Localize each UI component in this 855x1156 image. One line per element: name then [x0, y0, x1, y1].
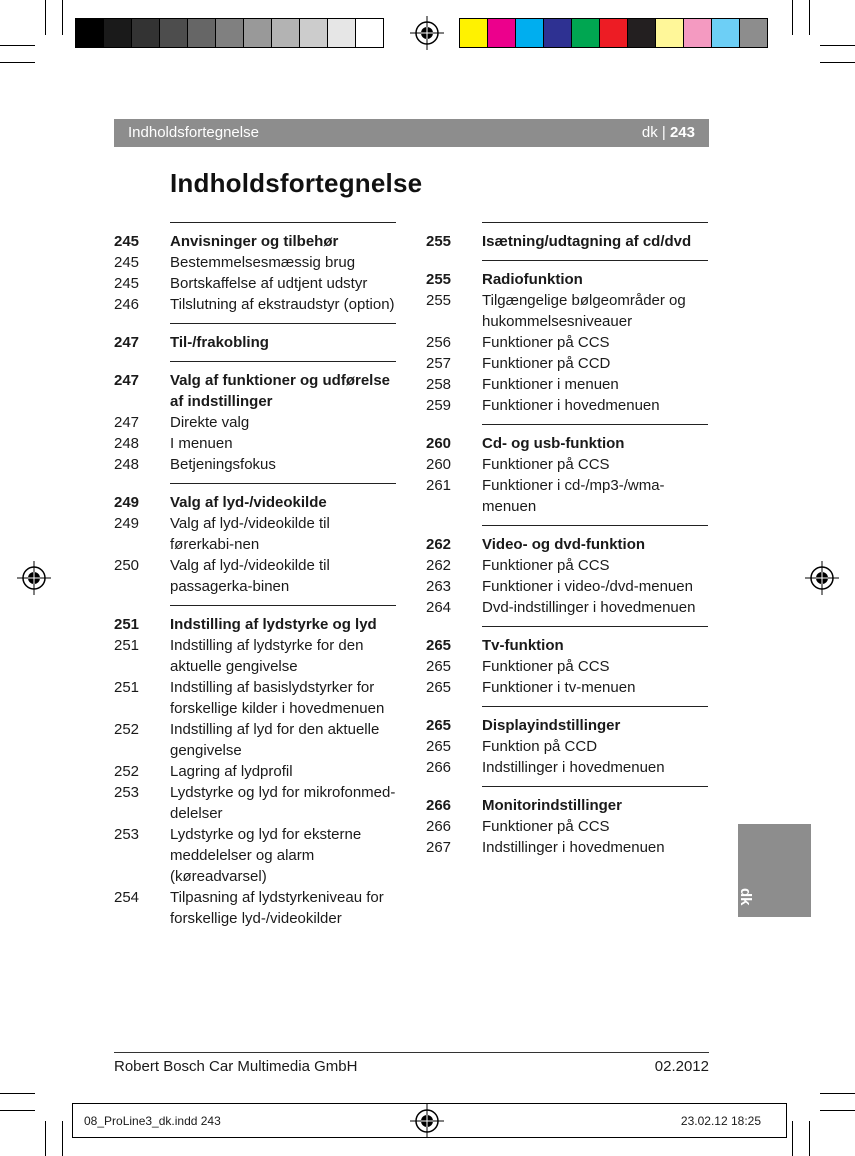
- color-swatch: [627, 18, 656, 48]
- toc-page-number: 247: [114, 414, 140, 431]
- toc-heading: [426, 635, 708, 656]
- toc-entry-text: Lagring af lydprofil: [170, 763, 293, 780]
- toc-entry-text: Betjeningsfokus: [170, 456, 276, 473]
- gray-color-bar: [75, 18, 383, 48]
- toc-page-number: 247: [114, 334, 140, 351]
- toc-entry-text: Lydstyrke og lyd for mikrofonmed-delelser: [170, 784, 396, 822]
- toc-entry: [114, 782, 396, 824]
- toc-entry: [114, 513, 396, 555]
- toc-page-number: 245: [114, 254, 140, 271]
- toc-page-number: 251: [114, 637, 140, 654]
- toc-page-number: 251: [114, 616, 140, 633]
- color-swatch: [571, 18, 600, 48]
- color-swatch: [215, 18, 244, 48]
- toc-page-number: 266: [426, 818, 452, 835]
- registration-mark-icon: [805, 561, 839, 595]
- toc-entry-text: Funktioner i hovedmenuen: [482, 397, 660, 414]
- color-swatch: [103, 18, 132, 48]
- toc-entry-text: Indstilling af lyd for den aktuelle gengivelse: [170, 721, 380, 759]
- toc-entry-text: Valg af lyd-/videokilde til førerkabi-nen: [170, 515, 330, 553]
- toc-entry: [426, 353, 708, 374]
- toc-entry-text: Indstillinger i hovedmenuen: [482, 759, 665, 776]
- color-swatch: [459, 18, 488, 48]
- toc-entry: [114, 761, 396, 782]
- toc-page-number: 249: [114, 515, 140, 532]
- toc-entry: [426, 757, 708, 778]
- toc-entry: [114, 273, 396, 294]
- header-section-title: Indholdsfortegnelse: [128, 124, 259, 141]
- crop-mark: [0, 62, 35, 63]
- toc-page-number: 253: [114, 784, 140, 801]
- toc-entry: [426, 374, 708, 395]
- toc-column-left: [114, 222, 396, 937]
- crop-mark: [62, 0, 63, 35]
- color-swatch: [599, 18, 628, 48]
- toc-entry-text: Funktioner på CCS: [482, 557, 610, 574]
- toc-page-number: 255: [426, 292, 452, 309]
- toc-entry-text: Tv-funktion: [482, 637, 564, 654]
- toc-entry-text: Bortskaffelse af udtjent udstyr: [170, 275, 368, 292]
- crop-mark: [62, 1121, 63, 1156]
- toc-entry: [426, 454, 708, 475]
- color-swatch: [711, 18, 740, 48]
- toc-page-number: 247: [114, 372, 140, 389]
- toc-section: [426, 222, 708, 260]
- header-page-ref: [642, 124, 695, 141]
- toc-entry: [114, 887, 396, 929]
- toc-section: [114, 323, 396, 361]
- header-page-number: 243: [669, 124, 695, 141]
- language-tab: [738, 824, 811, 917]
- toc-entry-text: Bestemmelsesmæssig brug: [170, 254, 356, 271]
- toc-entry-text: Cd- og usb-funktion: [482, 435, 625, 452]
- toc-entry: [114, 454, 396, 475]
- toc-heading: [426, 715, 708, 736]
- footer-date: 02.2012: [654, 1058, 709, 1075]
- toc-page-number: 252: [114, 721, 140, 738]
- toc-entry: [114, 555, 396, 597]
- toc-entry-text: Til-/frakobling: [170, 334, 269, 351]
- toc-entry-text: Isætning/udtagning af cd/dvd: [482, 233, 692, 250]
- toc-entry: [114, 433, 396, 454]
- crop-mark: [792, 0, 793, 35]
- toc-entry-text: Direkte valg: [170, 414, 250, 431]
- toc-page-number: 248: [114, 456, 140, 473]
- color-swatch: [739, 18, 768, 48]
- toc-section: [426, 706, 708, 786]
- toc-page-number: 262: [426, 536, 452, 553]
- toc-heading: [426, 231, 708, 252]
- toc-page-number: 250: [114, 557, 140, 574]
- toc-column-right: [426, 222, 708, 866]
- toc-entry: [114, 635, 396, 677]
- toc-page-number: 249: [114, 494, 140, 511]
- crop-mark: [792, 1121, 793, 1156]
- color-swatch: [683, 18, 712, 48]
- toc-entry-text: Funktioner på CCD: [482, 355, 611, 372]
- crop-mark: [809, 0, 810, 35]
- page-title: Indholdsfortegnelse: [170, 168, 423, 198]
- toc-heading: [426, 795, 708, 816]
- toc-entry-text: Funktioner i tv-menuen: [482, 679, 636, 696]
- footer-rule: [114, 1052, 709, 1053]
- toc-entry: [426, 677, 708, 698]
- toc-entry-text: Valg af lyd-/videokilde: [170, 494, 327, 511]
- toc-entry: [426, 555, 708, 576]
- toc-page-number: 264: [426, 599, 452, 616]
- toc-section: [426, 626, 708, 706]
- running-header: [114, 119, 709, 147]
- toc-section: [114, 483, 396, 605]
- toc-page-number: 248: [114, 435, 140, 452]
- toc-entry-text: Indstilling af lydstyrke for den aktuelle gengivelse: [170, 637, 364, 675]
- toc-entry: [426, 837, 708, 858]
- toc-entry-text: Funktioner på CCS: [482, 818, 610, 835]
- registration-mark-icon: [17, 561, 51, 595]
- toc-heading: [114, 231, 396, 252]
- header-lang: dk: [641, 124, 658, 141]
- toc-page-number: 262: [426, 557, 452, 574]
- color-swatch: [487, 18, 516, 48]
- toc-entry: [114, 719, 396, 761]
- toc-section: [426, 525, 708, 626]
- toc-section: [114, 605, 396, 937]
- toc-section: [426, 786, 708, 866]
- toc-heading: [114, 332, 396, 353]
- toc-page-number: 256: [426, 334, 452, 351]
- toc-page-number: 258: [426, 376, 452, 393]
- toc-entry: [426, 395, 708, 416]
- color-swatch: [131, 18, 160, 48]
- toc-entry-text: Dvd-indstillinger i hovedmenuen: [482, 599, 696, 616]
- toc-entry-text: Tilslutning af ekstraudstyr (option): [170, 296, 395, 313]
- toc-entry-text: Funktioner på CCS: [482, 658, 610, 675]
- crop-mark: [820, 1110, 855, 1111]
- toc-entry-text: Funktioner i cd-/mp3-/wma-menuen: [482, 477, 665, 515]
- toc-entry-text: Valg af funktioner og udførelse af indstillinger: [170, 372, 391, 410]
- toc-entry-text: I menuen: [170, 435, 233, 452]
- toc-entry: [426, 656, 708, 677]
- color-swatch: [355, 18, 384, 48]
- toc-heading: [426, 269, 708, 290]
- toc-entry-text: Funktioner i video-/dvd-menuen: [482, 578, 693, 595]
- toc-entry: [426, 332, 708, 353]
- toc-section: [426, 424, 708, 525]
- toc-page-number: 257: [426, 355, 452, 372]
- toc-page-number: 259: [426, 397, 452, 414]
- toc-entry: [426, 736, 708, 757]
- toc-entry-text: Anvisninger og tilbehør: [170, 233, 339, 250]
- color-swatch: [515, 18, 544, 48]
- toc-page-number: 265: [426, 679, 452, 696]
- toc-entry: [426, 576, 708, 597]
- toc-heading: [426, 534, 708, 555]
- toc-entry-text: Funktioner på CCS: [482, 334, 610, 351]
- toc-section: [114, 361, 396, 483]
- color-swatch: [299, 18, 328, 48]
- toc-entry-text: Radiofunktion: [482, 271, 583, 288]
- footer-company: Robert Bosch Car Multimedia GmbH: [114, 1058, 358, 1075]
- toc-section: [426, 260, 708, 424]
- toc-page-number: 260: [426, 456, 452, 473]
- toc-page-number: 265: [426, 717, 452, 734]
- toc-entry-text: Tilgængelige bølgeområder og hukommelsesniveauer: [482, 292, 686, 330]
- toc-entry: [426, 475, 708, 517]
- toc-entry: [426, 597, 708, 618]
- crop-mark: [45, 0, 46, 35]
- slug-timestamp: 23.02.12 18:25: [680, 1114, 761, 1128]
- crop-mark: [820, 1093, 855, 1094]
- toc-page-number: 251: [114, 679, 140, 696]
- toc-heading: [426, 433, 708, 454]
- header-separator: |: [661, 124, 666, 141]
- toc-page-number: 265: [426, 637, 452, 654]
- toc-entry-text: Valg af lyd-/videokilde til passagerka-binen: [170, 557, 330, 595]
- color-swatch: [243, 18, 272, 48]
- color-swatch: [543, 18, 572, 48]
- crop-mark: [0, 45, 35, 46]
- crop-mark: [809, 1121, 810, 1156]
- language-tab-label: dk: [737, 888, 754, 906]
- crop-mark: [0, 1093, 35, 1094]
- toc-heading: [114, 370, 396, 412]
- toc-entry: [426, 816, 708, 837]
- toc-page-number: 252: [114, 763, 140, 780]
- toc-entry: [426, 290, 708, 332]
- color-swatch: [655, 18, 684, 48]
- toc-entry-text: Indstilling af lydstyrke og lyd: [170, 616, 377, 633]
- toc-page-number: 245: [114, 275, 140, 292]
- toc-entry-text: Funktioner på CCS: [482, 456, 610, 473]
- toc-page-number: 246: [114, 296, 140, 313]
- toc-entry-text: Monitorindstillinger: [482, 797, 622, 814]
- toc-page-number: 265: [426, 658, 452, 675]
- toc-entry: [114, 252, 396, 273]
- toc-page-number: 266: [426, 759, 452, 776]
- toc-page-number: 253: [114, 826, 140, 843]
- crop-mark: [820, 45, 855, 46]
- crop-mark: [820, 62, 855, 63]
- toc-page-number: 265: [426, 738, 452, 755]
- toc-page-number: 245: [114, 233, 140, 250]
- color-swatch: [75, 18, 104, 48]
- print-slug: [72, 1103, 787, 1138]
- toc-page-number: 266: [426, 797, 452, 814]
- toc-page-number: 261: [426, 477, 452, 494]
- toc-page-number: 254: [114, 889, 140, 906]
- color-swatch: [327, 18, 356, 48]
- toc-entry: [114, 294, 396, 315]
- toc-page-number: 255: [426, 233, 452, 250]
- color-swatch: [159, 18, 188, 48]
- toc-entry-text: Video- og dvd-funktion: [482, 536, 646, 553]
- process-color-bar: [459, 18, 767, 48]
- toc-entry-text: Funktioner i menuen: [482, 376, 619, 393]
- crop-mark: [0, 1110, 35, 1111]
- toc-entry: [114, 824, 396, 887]
- color-swatch: [187, 18, 216, 48]
- toc-entry-text: Funktion på CCD: [482, 738, 598, 755]
- crop-mark: [45, 1121, 46, 1156]
- toc-page-number: 263: [426, 578, 452, 595]
- toc-page-number: 267: [426, 839, 452, 856]
- toc-entry-text: Tilpasning af lydstyrkeniveau for forskellige lyd-/videokilder: [170, 889, 384, 927]
- toc-entry-text: Indstilling af basislydstyrker for forskellige kilder i hovedmenuen: [170, 679, 385, 717]
- color-swatch: [271, 18, 300, 48]
- toc-entry-text: Indstillinger i hovedmenuen: [482, 839, 665, 856]
- toc-entry: [114, 677, 396, 719]
- toc-entry-text: Displayindstillinger: [482, 717, 621, 734]
- toc-section: [114, 222, 396, 323]
- toc-page-number: 255: [426, 271, 452, 288]
- toc-entry: [114, 412, 396, 433]
- toc-page-number: 260: [426, 435, 452, 452]
- toc-heading: [114, 492, 396, 513]
- registration-mark-icon: [410, 16, 444, 50]
- toc-entry-text: Lydstyrke og lyd for eksterne meddelelser og alarm (køreadvarsel): [170, 826, 362, 885]
- slug-file: 08_ProLine3_dk.indd 243: [84, 1114, 221, 1128]
- toc-heading: [114, 614, 396, 635]
